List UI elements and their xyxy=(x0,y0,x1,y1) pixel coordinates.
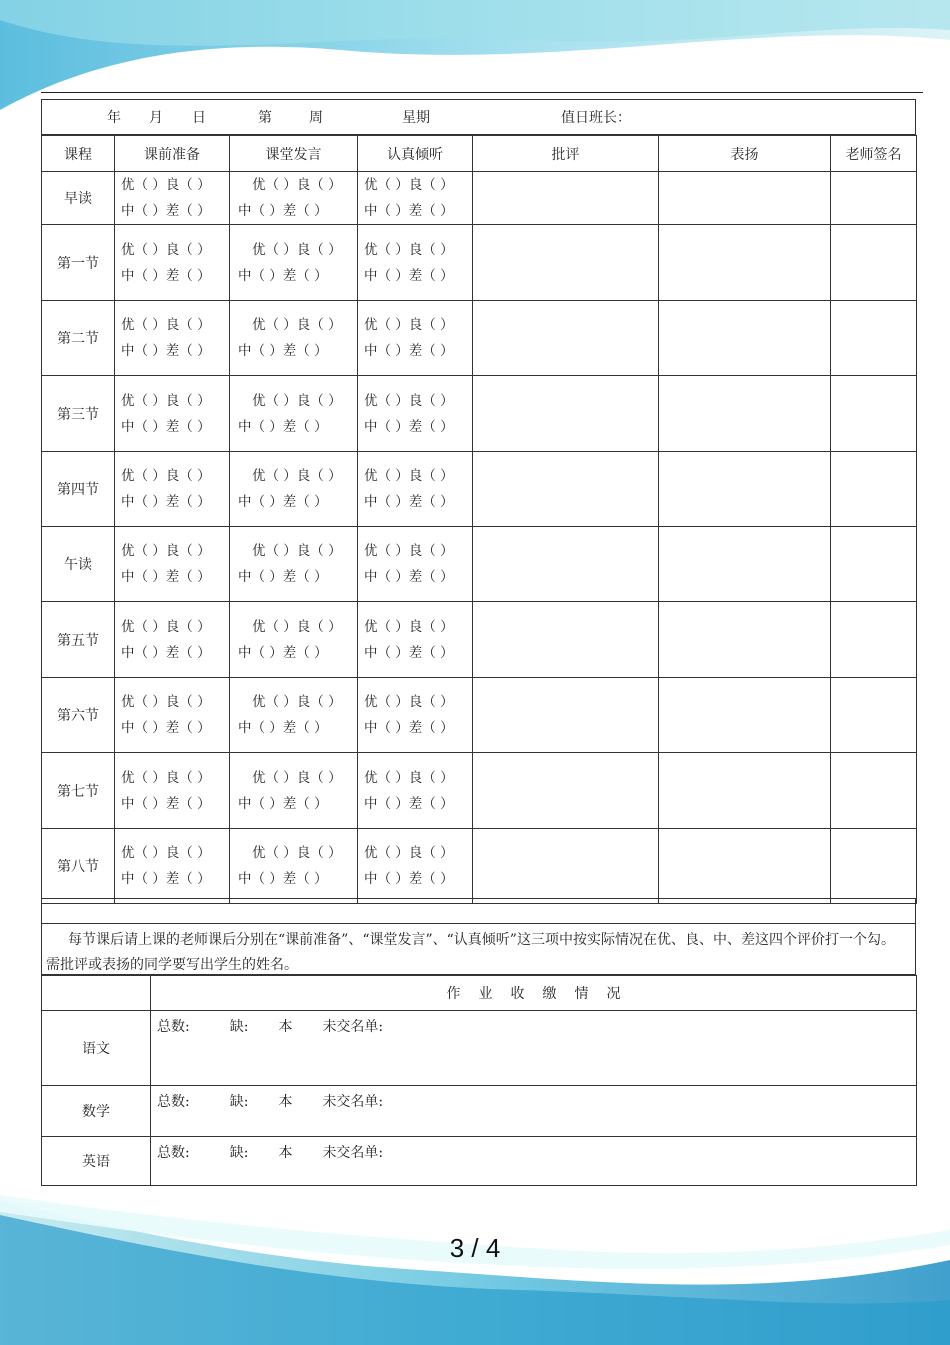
rating-line-top: 优（ ）良（ ） xyxy=(252,392,342,409)
rating-line-bottom: 中（ ）差（ ） xyxy=(121,203,211,219)
rating-line-top: 优（ ）良（ ） xyxy=(252,241,342,258)
rating-cell[interactable] xyxy=(115,829,230,904)
praise-cell[interactable] xyxy=(659,829,831,904)
rating-line-top: 优（ ）良（ ） xyxy=(121,392,211,409)
rating-line-top: 优（ ）良（ ） xyxy=(364,468,454,484)
rating-line-top: 优（ ）良（ ） xyxy=(121,317,211,333)
rating-line-top: 优（ ）良（ ） xyxy=(364,618,454,635)
signature-cell[interactable] xyxy=(831,301,917,376)
col-header-listening: 认真倾听 xyxy=(358,136,473,172)
homework-table xyxy=(41,975,917,1186)
instruction-block xyxy=(41,898,916,975)
homework-info[interactable]: 总数: 缺: 本 未交名单: xyxy=(151,1011,917,1086)
rating-cell[interactable] xyxy=(115,172,230,225)
rating-cell[interactable] xyxy=(358,452,473,527)
rating-line-bottom: 中（ ）差（ ） xyxy=(364,871,454,887)
rating-line-top: 优（ ）良（ ） xyxy=(252,468,342,484)
rating-line-bottom: 中（ ）差（ ） xyxy=(121,795,211,812)
rating-cell[interactable] xyxy=(115,527,230,602)
table-row xyxy=(42,452,917,527)
table-row xyxy=(42,301,917,376)
criticism-cell[interactable] xyxy=(473,753,659,829)
signature-cell[interactable] xyxy=(831,602,917,678)
week-di-label: 第 xyxy=(258,110,272,126)
weekday-label: 星期 xyxy=(402,110,430,126)
rating-cell[interactable] xyxy=(358,301,473,376)
date-header xyxy=(41,99,916,135)
course-label: 第二节 xyxy=(42,301,115,376)
signature-cell[interactable] xyxy=(831,172,917,225)
col-header-speaking: 课堂发言 xyxy=(230,136,358,172)
rating-line-top: 优（ ）良（ ） xyxy=(252,694,342,710)
praise-cell[interactable] xyxy=(659,527,831,602)
criticism-cell[interactable] xyxy=(473,678,659,753)
criticism-cell[interactable] xyxy=(473,452,659,527)
rating-line-bottom: 中（ ）差（ ） xyxy=(121,871,211,887)
rating-line-bottom: 中（ ）差（ ） xyxy=(364,569,454,585)
rating-line-bottom: 中（ ）差（ ） xyxy=(121,569,211,585)
page-number: 3 / 4 xyxy=(449,1233,501,1263)
rating-line-bottom: 中（ ）差（ ） xyxy=(238,795,328,812)
rating-line-top: 优（ ）良（ ） xyxy=(121,468,211,484)
rating-cell[interactable] xyxy=(230,172,358,225)
rating-line-top: 优（ ）良（ ） xyxy=(121,694,211,710)
rating-line-bottom: 中（ ）差（ ） xyxy=(364,644,454,661)
rating-cell[interactable] xyxy=(230,452,358,527)
signature-cell[interactable] xyxy=(831,678,917,753)
homework-title: 作 业 收 缴 情 况 xyxy=(151,976,917,1011)
table-row xyxy=(42,678,917,753)
rating-cell[interactable] xyxy=(230,753,358,829)
rating-cell[interactable] xyxy=(115,602,230,678)
table-row xyxy=(42,527,917,602)
monitor-label: 值日班长： xyxy=(561,110,631,126)
rating-line-top: 优（ ）良（ ） xyxy=(364,177,454,193)
course-label: 第五节 xyxy=(42,602,115,678)
rating-line-bottom: 中（ ）差（ ） xyxy=(364,795,454,812)
rating-line-top: 优（ ）良（ ） xyxy=(364,392,454,409)
rating-line-bottom: 中（ ）差（ ） xyxy=(364,494,454,510)
rating-cell[interactable] xyxy=(358,753,473,829)
rating-line-top: 优（ ）良（ ） xyxy=(121,241,211,258)
rating-line-bottom: 中（ ）差（ ） xyxy=(121,343,211,359)
rating-line-top: 优（ ）良（ ） xyxy=(252,845,342,861)
course-label: 第一节 xyxy=(42,225,115,301)
course-label: 午读 xyxy=(42,527,115,602)
rating-line-top: 优（ ）良（ ） xyxy=(364,769,454,786)
blank-row xyxy=(41,898,916,923)
rating-line-bottom: 中（ ）差（ ） xyxy=(364,267,454,284)
month-label: 月 xyxy=(149,110,163,126)
homework-info[interactable]: 总数: 缺: 本 未交名单: xyxy=(151,1137,917,1186)
rating-cell[interactable] xyxy=(358,172,473,225)
rating-line-bottom: 中（ ）差（ ） xyxy=(364,343,454,359)
rating-line-bottom: 中（ ）差（ ） xyxy=(121,267,211,284)
instruction-text: 每节课后请上课的老师课后分别在“课前准备”、“课堂发言”、“认真倾听”这三项中按实际情况在优、良、中、差这四个评价打一个勾。需批评或表扬的同学要写出学生的姓名。 xyxy=(41,923,916,975)
rating-line-bottom: 中（ ）差（ ） xyxy=(238,494,328,510)
signature-cell[interactable] xyxy=(831,753,917,829)
table-row xyxy=(42,829,917,904)
rating-line-bottom: 中（ ）差（ ） xyxy=(238,418,328,435)
course-label: 第三节 xyxy=(42,376,115,452)
criticism-cell[interactable] xyxy=(473,225,659,301)
criticism-cell[interactable] xyxy=(473,376,659,452)
class-evaluation-table xyxy=(41,135,917,904)
praise-cell[interactable] xyxy=(659,753,831,829)
table-row xyxy=(42,753,917,829)
col-header-course: 课程 xyxy=(42,136,115,172)
col-header-criticism: 批评 xyxy=(473,136,659,172)
week-zhou-label: 周 xyxy=(309,110,323,126)
rating-line-bottom: 中（ ）差（ ） xyxy=(238,343,328,359)
table-header-row xyxy=(42,136,917,172)
rating-line-top: 优（ ）良（ ） xyxy=(252,769,342,786)
rating-line-bottom: 中（ ）差（ ） xyxy=(121,644,211,661)
signature-cell[interactable] xyxy=(831,452,917,527)
rating-line-top: 优（ ）良（ ） xyxy=(121,177,211,193)
col-header-praise: 表扬 xyxy=(659,136,831,172)
criticism-cell[interactable] xyxy=(473,829,659,904)
rating-line-bottom: 中（ ）差（ ） xyxy=(121,720,211,736)
rating-line-bottom: 中（ ）差（ ） xyxy=(364,720,454,736)
rating-line-top: 优（ ）良（ ） xyxy=(252,177,342,193)
top-rule xyxy=(41,92,923,93)
subject-label: 数学 xyxy=(42,1086,151,1137)
rating-cell[interactable] xyxy=(358,678,473,753)
signature-cell[interactable] xyxy=(831,527,917,602)
course-label: 第七节 xyxy=(42,753,115,829)
homework-info[interactable]: 总数: 缺: 本 未交名单: xyxy=(151,1086,917,1137)
table-row xyxy=(42,376,917,452)
course-label: 早读 xyxy=(42,172,115,225)
rating-cell[interactable] xyxy=(230,301,358,376)
rating-cell[interactable] xyxy=(115,452,230,527)
rating-cell[interactable] xyxy=(358,602,473,678)
subject-label: 英语 xyxy=(42,1137,151,1186)
rating-line-bottom: 中（ ）差（ ） xyxy=(238,720,328,736)
rating-line-top: 优（ ）良（ ） xyxy=(364,317,454,333)
praise-cell[interactable] xyxy=(659,678,831,753)
rating-cell[interactable] xyxy=(115,301,230,376)
criticism-cell[interactable] xyxy=(473,301,659,376)
course-label: 第六节 xyxy=(42,678,115,753)
rating-cell[interactable] xyxy=(358,225,473,301)
table-row xyxy=(42,172,917,225)
rating-cell[interactable] xyxy=(115,376,230,452)
rating-line-top: 优（ ）良（ ） xyxy=(121,543,211,559)
rating-line-top: 优（ ）良（ ） xyxy=(121,845,211,861)
homework-corner-cell xyxy=(42,976,151,1011)
rating-cell[interactable] xyxy=(115,753,230,829)
rating-cell[interactable] xyxy=(358,829,473,904)
rating-cell[interactable] xyxy=(230,602,358,678)
course-label: 第四节 xyxy=(42,452,115,527)
rating-line-bottom: 中（ ）差（ ） xyxy=(238,569,328,585)
praise-cell[interactable] xyxy=(659,376,831,452)
praise-cell[interactable] xyxy=(659,225,831,301)
praise-cell[interactable] xyxy=(659,602,831,678)
rating-line-top: 优（ ）良（ ） xyxy=(364,845,454,861)
rating-line-bottom: 中（ ）差（ ） xyxy=(238,644,328,661)
rating-cell[interactable] xyxy=(230,527,358,602)
rating-line-top: 优（ ）良（ ） xyxy=(364,543,454,559)
rating-cell[interactable] xyxy=(230,678,358,753)
col-header-teacher-signature: 老师签名 xyxy=(831,136,917,172)
criticism-cell[interactable] xyxy=(473,527,659,602)
rating-cell[interactable] xyxy=(358,376,473,452)
rating-cell[interactable] xyxy=(115,678,230,753)
signature-cell[interactable] xyxy=(831,376,917,452)
signature-cell[interactable] xyxy=(831,225,917,301)
rating-line-bottom: 中（ ）差（ ） xyxy=(238,203,328,219)
table-row xyxy=(42,225,917,301)
criticism-cell[interactable] xyxy=(473,602,659,678)
rating-line-top: 优（ ）良（ ） xyxy=(121,618,211,635)
col-header-preparation: 课前准备 xyxy=(115,136,230,172)
rating-line-top: 优（ ）良（ ） xyxy=(252,317,342,333)
praise-cell[interactable] xyxy=(659,452,831,527)
year-label: 年 xyxy=(107,110,121,126)
rating-line-top: 优（ ）良（ ） xyxy=(121,769,211,786)
rating-line-bottom: 中（ ）差（ ） xyxy=(121,418,211,435)
rating-line-bottom: 中（ ）差（ ） xyxy=(121,494,211,510)
rating-cell[interactable] xyxy=(115,225,230,301)
rating-line-top: 优（ ）良（ ） xyxy=(252,618,342,635)
rating-line-bottom: 中（ ）差（ ） xyxy=(364,203,454,219)
rating-line-bottom: 中（ ）差（ ） xyxy=(238,267,328,284)
day-label: 日 xyxy=(192,110,206,126)
homework-row-chinese xyxy=(42,1011,917,1086)
praise-cell[interactable] xyxy=(659,301,831,376)
rating-line-top: 优（ ）良（ ） xyxy=(364,694,454,710)
homework-row-english xyxy=(42,1137,917,1186)
table-row xyxy=(42,602,917,678)
rating-cell[interactable] xyxy=(358,527,473,602)
signature-cell[interactable] xyxy=(831,829,917,904)
subject-label: 语文 xyxy=(42,1011,151,1086)
rating-line-top: 优（ ）良（ ） xyxy=(252,543,342,559)
homework-row-math xyxy=(42,1086,917,1137)
rating-line-bottom: 中（ ）差（ ） xyxy=(238,871,328,887)
rating-line-bottom: 中（ ）差（ ） xyxy=(364,418,454,435)
rating-cell[interactable] xyxy=(230,829,358,904)
rating-cell[interactable] xyxy=(230,376,358,452)
praise-cell[interactable] xyxy=(659,172,831,225)
course-label: 第八节 xyxy=(42,829,115,904)
criticism-cell[interactable] xyxy=(473,172,659,225)
rating-line-top: 优（ ）良（ ） xyxy=(364,241,454,258)
rating-cell[interactable] xyxy=(230,225,358,301)
